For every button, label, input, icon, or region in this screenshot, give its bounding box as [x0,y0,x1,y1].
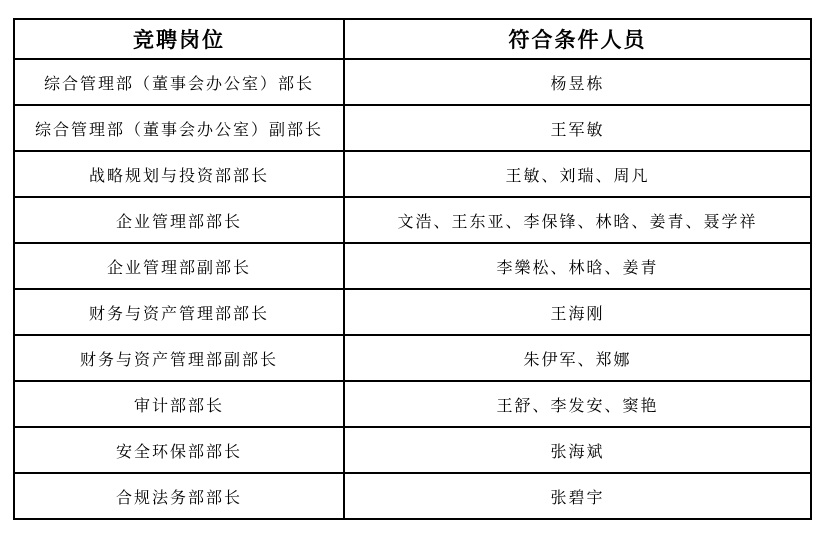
recruitment-table [13,18,812,520]
position-cell: 综合管理部（董事会办公室）副部长 [14,105,344,151]
position-cell: 财务与资产管理部副部长 [14,335,344,381]
position-cell: 企业管理部部长 [14,197,344,243]
table-row [14,335,811,381]
table-row [14,289,811,335]
position-cell: 审计部部长 [14,381,344,427]
candidates-cell: 李樂松、林晗、姜青 [344,243,811,289]
table-row [14,473,811,519]
position-cell: 综合管理部（董事会办公室）部长 [14,59,344,105]
table-header [14,19,811,59]
table-row [14,427,811,473]
table-row [14,243,811,289]
position-cell: 安全环保部部长 [14,427,344,473]
table-row [14,197,811,243]
candidates-cell: 文浩、王东亚、李保锋、林晗、姜青、聂学祥 [344,197,811,243]
candidates-cell: 张海斌 [344,427,811,473]
candidates-cell: 杨昱栋 [344,59,811,105]
candidates-cell: 王海刚 [344,289,811,335]
position-cell: 合规法务部部长 [14,473,344,519]
position-cell: 战略规划与投资部部长 [14,151,344,197]
table-row [14,105,811,151]
table-body [14,59,811,519]
candidates-cell: 张碧宇 [344,473,811,519]
candidates-cell: 朱伊军、郑娜 [344,335,811,381]
header-row [14,19,811,59]
position-cell: 企业管理部副部长 [14,243,344,289]
column-header-candidates: 符合条件人员 [344,19,811,59]
table-row [14,381,811,427]
candidates-cell: 王军敏 [344,105,811,151]
position-cell: 财务与资产管理部部长 [14,289,344,335]
candidates-cell: 王舒、李发安、窦艳 [344,381,811,427]
column-header-position: 竞聘岗位 [14,19,344,59]
table-row [14,59,811,105]
table-row [14,151,811,197]
candidates-cell: 王敏、刘瑞、周凡 [344,151,811,197]
